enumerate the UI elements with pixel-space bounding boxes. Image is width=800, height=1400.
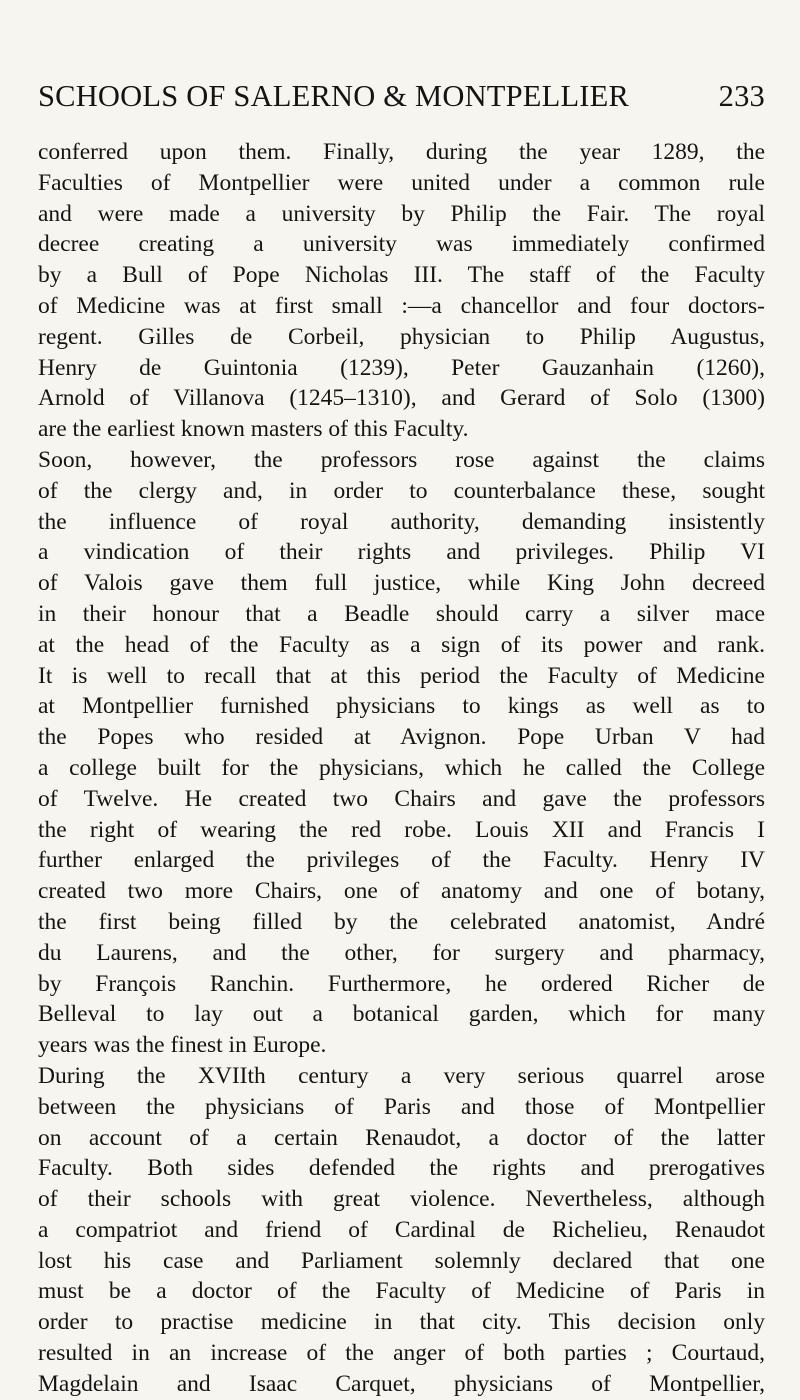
text-line: lost his case and Parliament solemnly declared that one <box>38 1247 765 1274</box>
text-line: resulted in an increase of the anger of both parties ; Courtaud, <box>38 1340 765 1367</box>
text-line: created two more Chairs, one of anatomy and one of botany, <box>38 878 765 905</box>
text-line: on account of a certain Renaudot, a doctor of the latter <box>38 1124 765 1151</box>
text-line: of Twelve. He created two Chairs and gave the professors <box>38 785 765 812</box>
text-line: and were made a university by Philip the Fair. The royal <box>38 200 765 227</box>
text-line: by François Ranchin. Furthermore, he ordered Richer de <box>38 970 765 997</box>
text-line: years was the finest in Europe. <box>38 1032 327 1059</box>
text-line: Faculties of Montpellier were united under a common rule <box>38 169 765 196</box>
text-line: Arnold of Villanova (1245–1310), and Gerard of Solo (1300) <box>38 385 765 412</box>
text-line: Magdelain and Isaac Carquet, physicians of Montpellier, <box>38 1370 765 1397</box>
text-line: of their schools with great violence. Nevertheless, although <box>38 1186 765 1213</box>
text-line: further enlarged the privileges of the Faculty. Henry IV <box>38 847 765 874</box>
text-line: are the earliest known masters of this Faculty. <box>38 416 469 443</box>
text-line: between the physicians of Paris and those of Montpellier <box>38 1093 765 1120</box>
text-line: by a Bull of Pope Nicholas III. The staff of the Faculty <box>38 262 765 289</box>
page-number: 233 <box>718 79 765 113</box>
text-line: the first being filled by the celebrated anatomist, André <box>38 908 765 935</box>
text-line: Faculty. Both sides defended the rights and prerogatives <box>38 1155 765 1182</box>
text-line: conferred upon them. Finally, during the year 1289, the <box>38 139 765 165</box>
text-line: must be a doctor of the Faculty of Medicine of Paris in <box>38 1278 765 1305</box>
chapter-title: SCHOOLS OF SALERNO & MONTPELLIER <box>38 79 630 113</box>
text-line: During the XVIIth century a very serious quarrel arose <box>38 1062 765 1089</box>
text-line: a compatriot and friend of Cardinal de Richelieu, Renaudot <box>38 1216 765 1243</box>
text-line: of Valois gave them full justice, while King John decreed <box>38 570 765 597</box>
text-line: du Laurens, and the other, for surgery and pharmacy, <box>38 939 765 966</box>
text-line: at the head of the Faculty as a sign of its power and rank. <box>38 631 765 658</box>
text-line: order to practise medicine in that city. This decision only <box>38 1309 765 1336</box>
text-line: of Medicine was at first small :—a chancellor and four doctors- <box>38 292 765 319</box>
text-line: the influence of royal authority, demanding insistently <box>38 508 765 535</box>
text-line: Soon, however, the professors rose against the claims <box>38 446 765 473</box>
body-text <box>38 137 765 1400</box>
text-line: a vindication of their rights and privileges. Philip VI <box>38 539 765 566</box>
text-line: a college built for the physicians, which he called the College <box>38 754 765 781</box>
text-line: It is well to recall that at this period the Faculty of Medicine <box>38 662 765 689</box>
text-line: of the clergy and, in order to counterbalance these, sought <box>38 477 765 504</box>
running-head <box>38 78 765 114</box>
text-line: decree creating a university was immediately confirmed <box>38 231 765 258</box>
text-line: at Montpellier furnished physicians to kings as well as to <box>38 693 765 720</box>
text-line: Belleval to lay out a botanical garden, which for many <box>38 1001 765 1028</box>
text-line: Henry de Guintonia (1239), Peter Gauzanhain (1260), <box>38 354 765 381</box>
text-line: regent. Gilles de Corbeil, physician to Philip Augustus, <box>38 323 765 350</box>
text-line: in their honour that a Beadle should carry a silver mace <box>38 600 765 627</box>
text-line: the Popes who resided at Avignon. Pope Urban V had <box>38 724 765 751</box>
text-line: the right of wearing the red robe. Louis XII and Francis I <box>38 816 765 843</box>
